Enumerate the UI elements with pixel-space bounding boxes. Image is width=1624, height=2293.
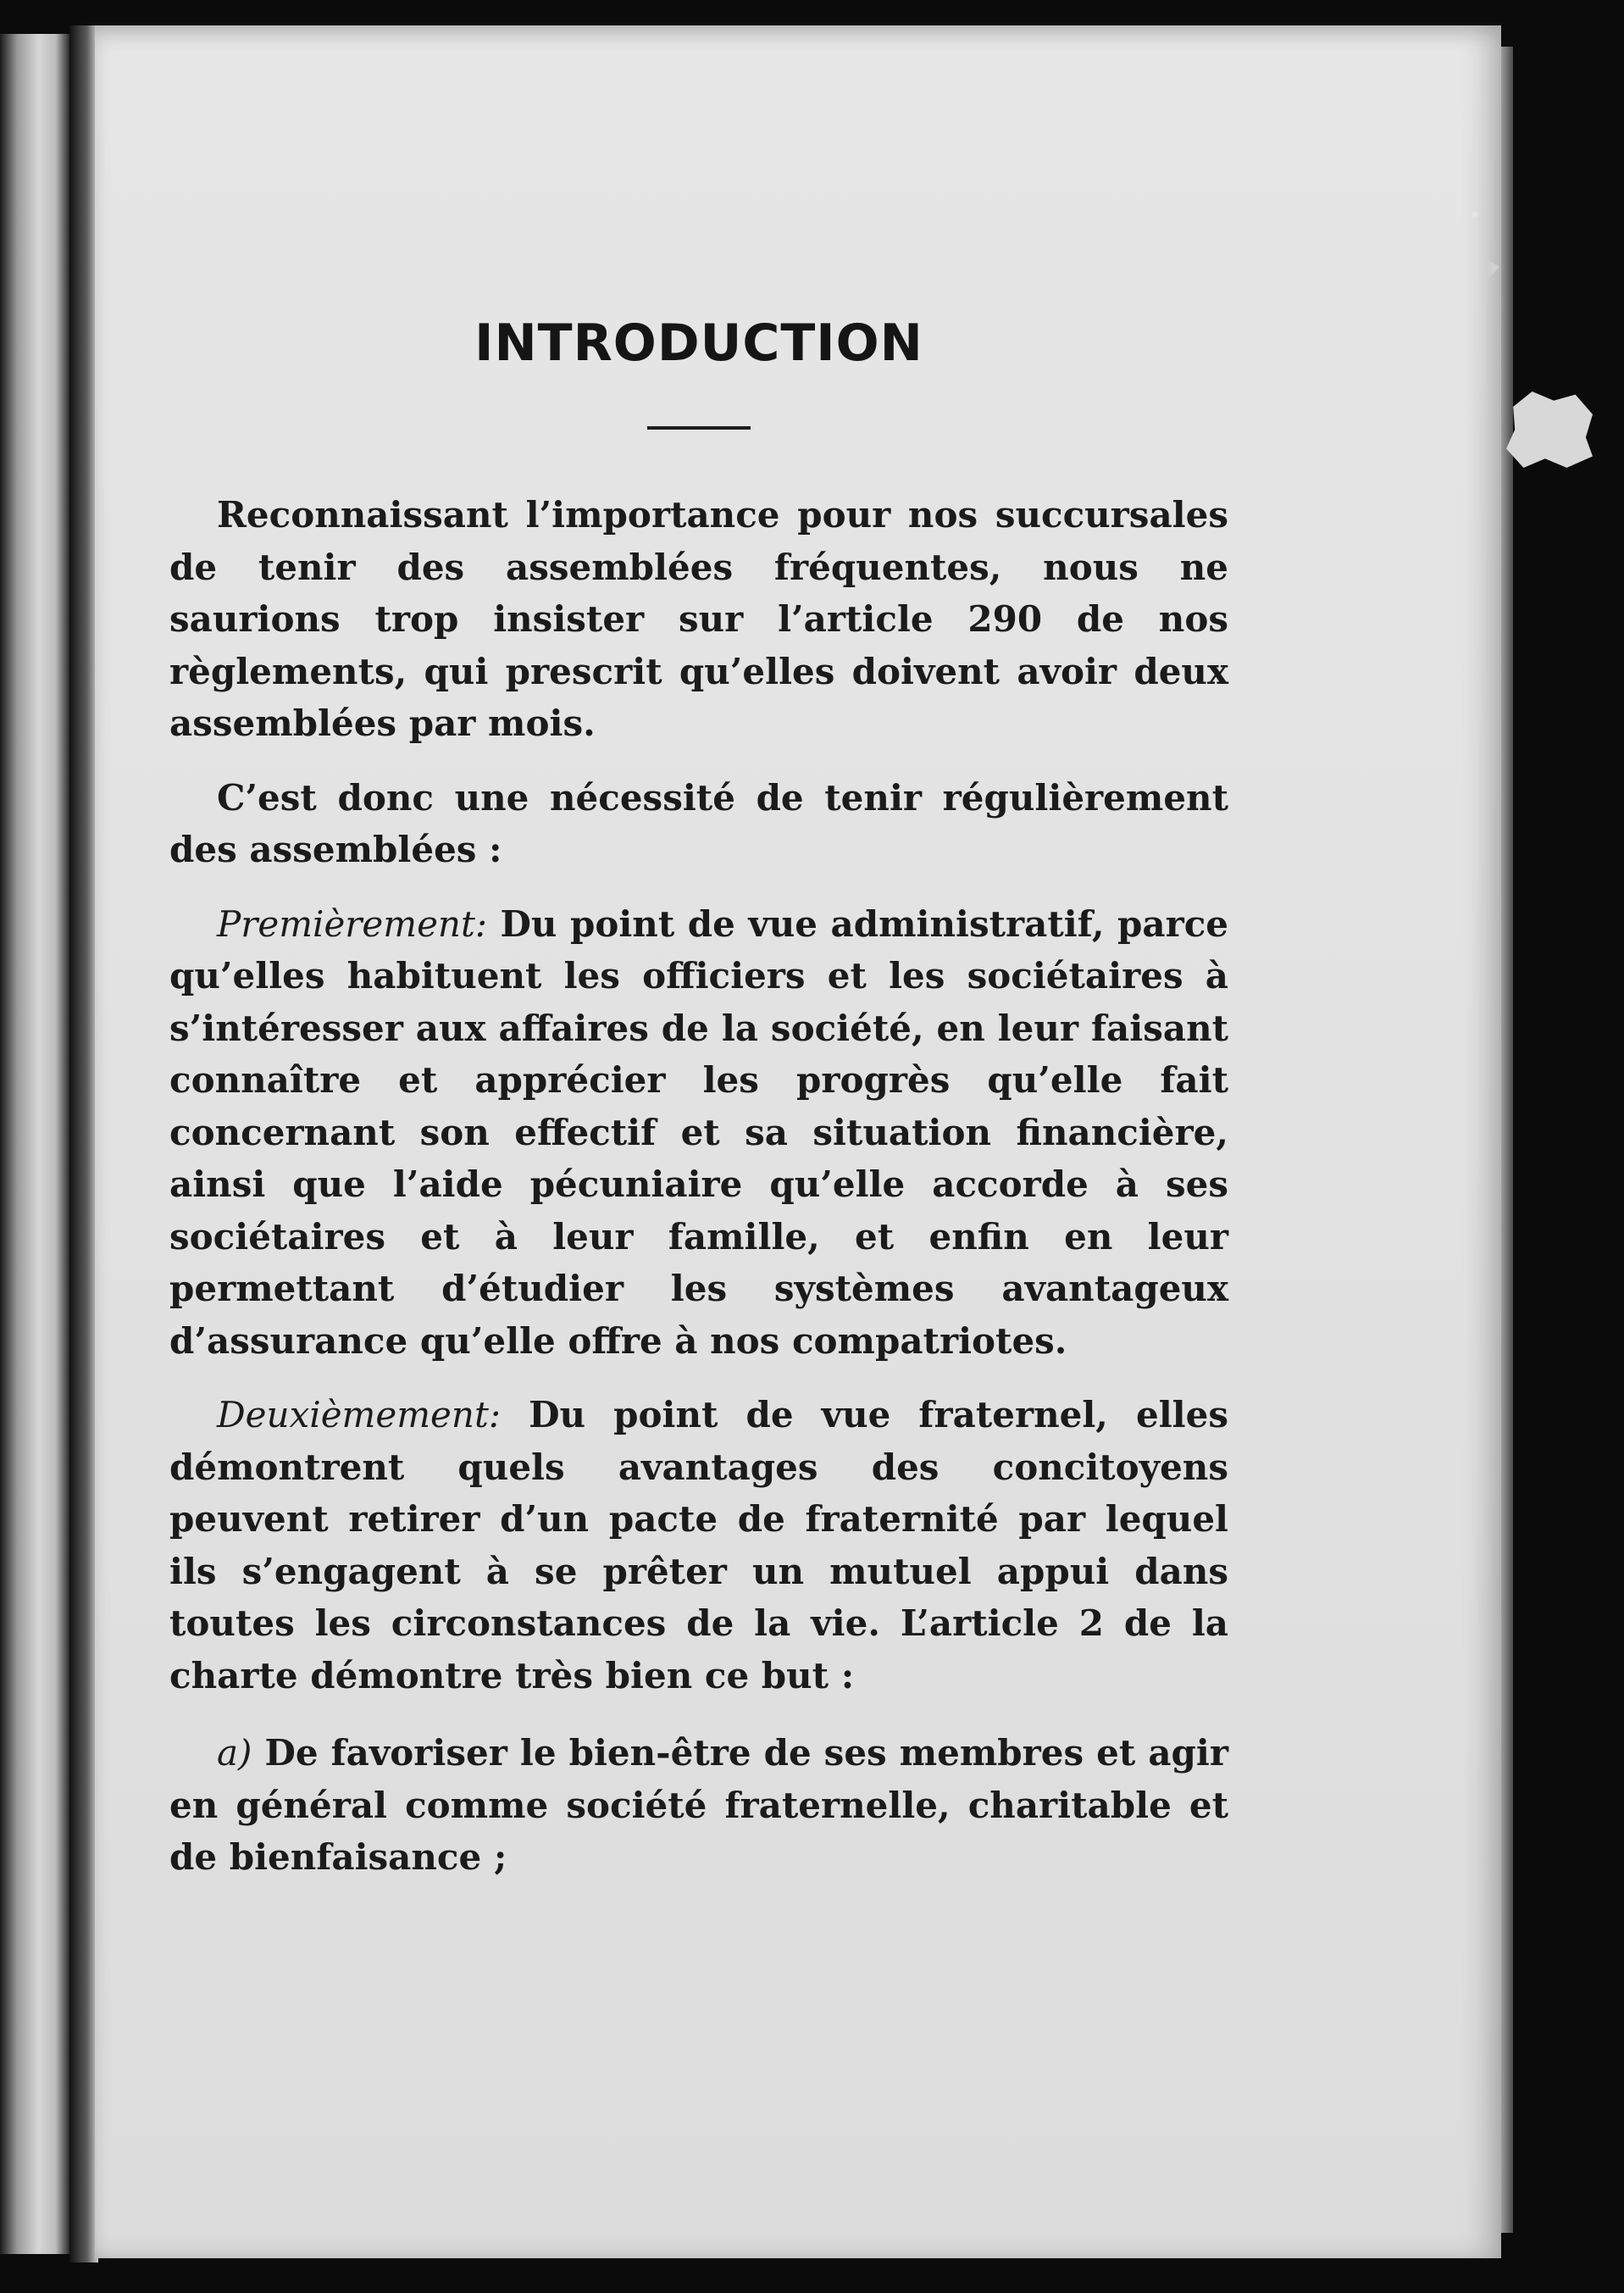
book-gutter xyxy=(69,25,98,2262)
list-item-a xyxy=(169,1727,1228,1884)
page-text xyxy=(169,301,1228,1906)
page-title: INTRODUCTION xyxy=(474,314,923,373)
paragraph-3-lead: Premièrement: xyxy=(217,902,487,945)
paragraph-2 xyxy=(169,772,1228,876)
title-rule xyxy=(647,426,751,430)
previous-page-edge xyxy=(0,34,69,2254)
paragraph-2-text: C’est donc une nécessité de tenir régulièrement des assemblées : xyxy=(169,776,1228,870)
paragraph-3 xyxy=(169,898,1228,1368)
list-item-text: De favoriser le bien-être de ses membres et agir en général comme société fraternelle, charitable et de bienfaisance ; xyxy=(169,1732,1228,1878)
paragraph-1-text: Reconnaissant l’importance pour nos succursales de tenir des assemblées fréquentes, nous ne saurions trop insister sur l’article 290 de nos règlements, qui prescrit qu’elles doivent avoir deux assemblées par mois. xyxy=(169,494,1228,744)
paper-scrap xyxy=(1506,391,1593,468)
paragraph-4-text: Du point de vue fraternel, elles démontrent quels avantages des concitoyens peuvent retirer d’un pacte de fraternité par lequel ils s’engagent à se prêter un mutuel appui dans toutes les circonstances de la vie. L’article 2 de la charte démontre très bien ce but : xyxy=(169,1394,1228,1696)
page-right-edge xyxy=(1501,47,1513,2233)
paragraph-3-text: Du point de vue administratif, parce qu’elles habituent les officiers et les sociétaires à s’intéresser aux affaires de la société, en leur faisant connaître et apprécier les progrès qu’elle fait concernant son effectif et sa situation financière, ainsi que l’aide pécuniaire qu’elle accorde à ses sociétaires et à leur famille, et enfin en leur permettant d’étudier les systèmes avantageux d’assurance qu’elle offre à nos compatriotes. xyxy=(169,902,1228,1362)
paragraph-4 xyxy=(169,1389,1228,1702)
paragraph-4-lead: Deuxièmement: xyxy=(217,1394,501,1435)
dust-speck xyxy=(1472,212,1477,217)
list-item-marker: a) xyxy=(217,1732,252,1774)
paragraph-1 xyxy=(169,489,1228,750)
